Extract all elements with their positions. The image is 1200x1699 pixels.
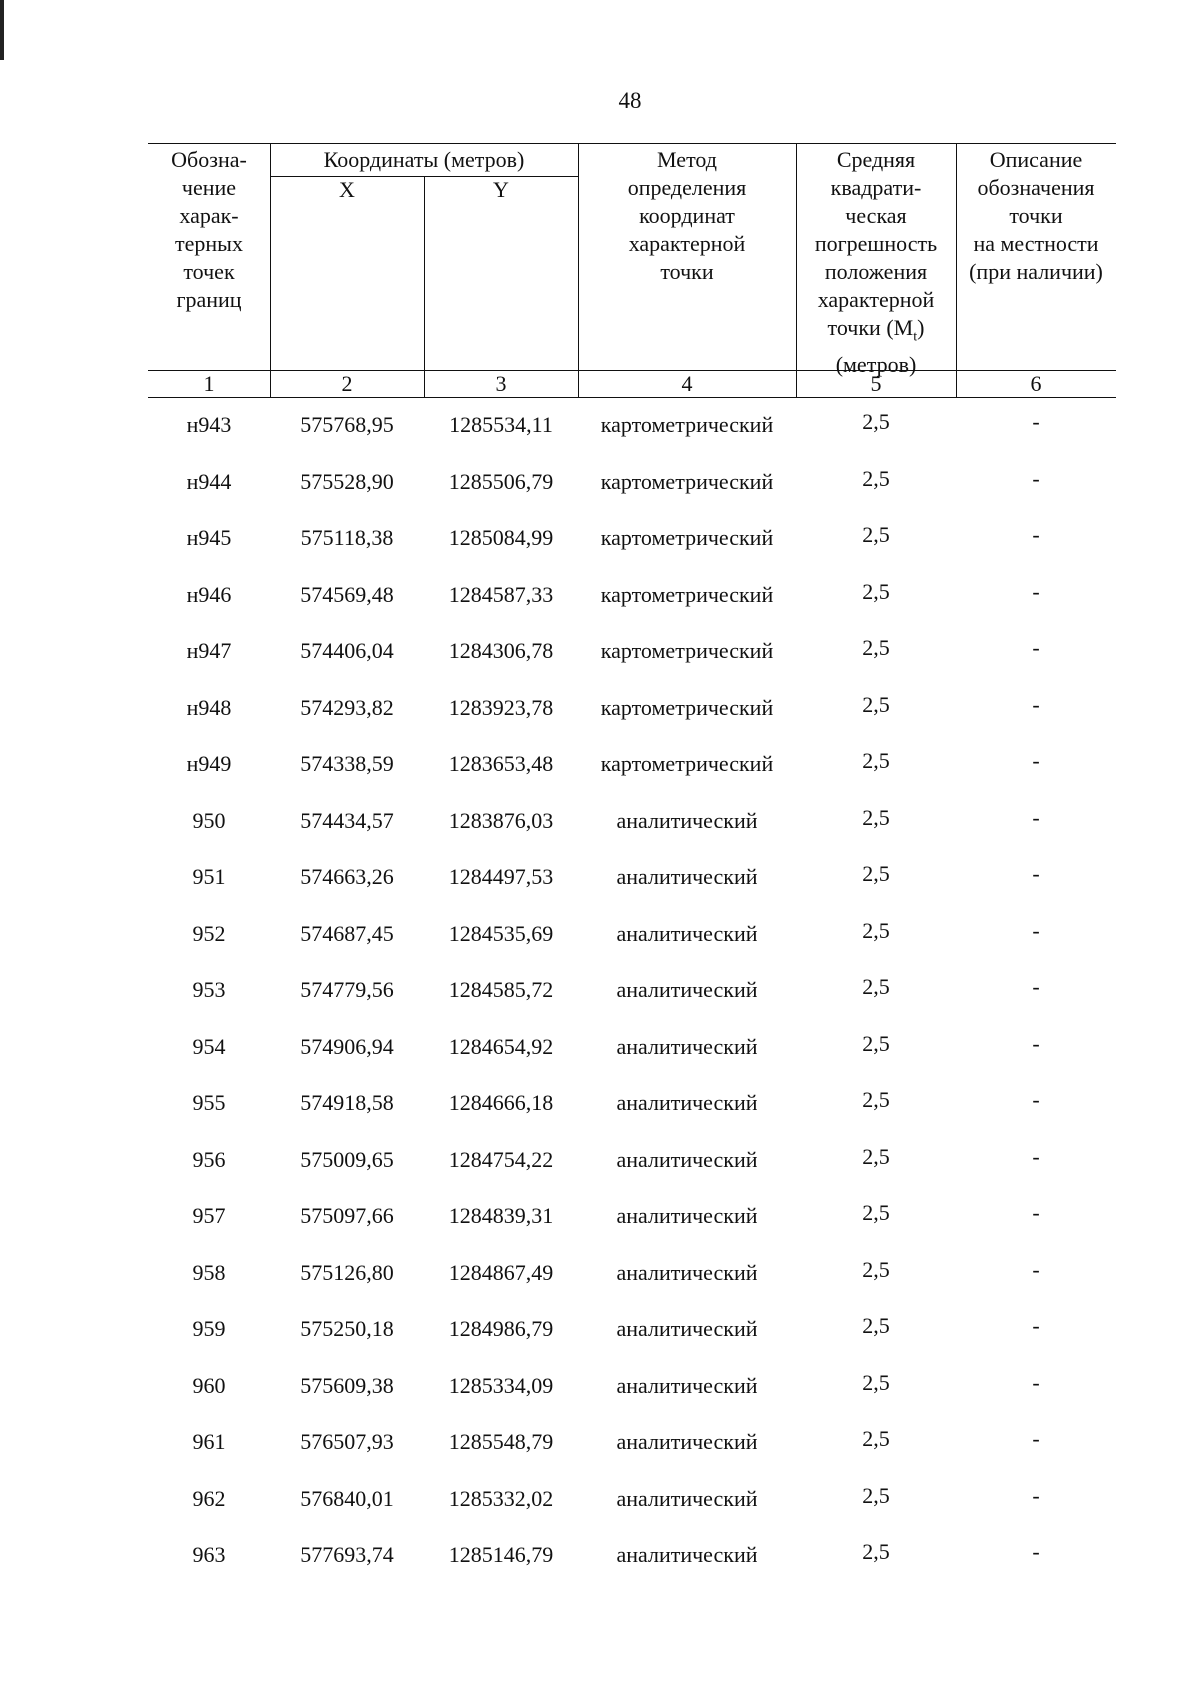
cell-mean-error: 2,5	[862, 1087, 890, 1112]
col-number-3: 3	[495, 371, 507, 396]
cell-point-id: 952	[192, 920, 226, 946]
cell-method: аналитический	[616, 1429, 758, 1454]
table-row	[148, 409, 1116, 469]
cell-coord-y: 1285084,99	[448, 525, 554, 550]
cell-mean-error: 2,5	[862, 804, 890, 830]
cell-description: -	[1032, 748, 1040, 773]
cell-coord-x: 574918,58	[300, 1090, 394, 1115]
cell-coord-x: 576507,93	[300, 1429, 394, 1454]
cell-description: -	[1032, 804, 1040, 830]
table-header	[148, 143, 1116, 398]
cell-mean-error: 2,5	[862, 691, 890, 717]
cell-method: картометрический	[600, 412, 774, 437]
cell-description: -	[1032, 1143, 1040, 1169]
header-text: (метров)	[835, 352, 917, 378]
table-row	[148, 691, 1116, 752]
table-row	[148, 917, 1116, 978]
header-subscript: t	[913, 329, 918, 345]
cell-point-id: н945	[186, 525, 232, 550]
cell-coord-y: 1283923,78	[448, 694, 554, 720]
col-number-5: 5	[870, 371, 882, 396]
cell-method: картометрический	[600, 525, 774, 550]
numbers-bottom-rule	[148, 397, 1116, 398]
header-text: (при наличии)	[969, 259, 1103, 284]
cell-coord-x: 575009,65	[300, 1146, 394, 1172]
col-divider-2	[424, 176, 425, 397]
col-number-1: 1	[203, 371, 215, 396]
cell-mean-error: 2,5	[862, 748, 890, 773]
table-row	[148, 804, 1116, 865]
cell-method: аналитический	[616, 1033, 758, 1059]
cell-mean-error: 2,5	[862, 861, 890, 886]
cell-coord-x: 575250,18	[300, 1316, 394, 1341]
header-text: характерной	[817, 287, 935, 312]
cell-mean-error: 2,5	[862, 1426, 890, 1451]
cell-description: -	[1032, 1539, 1040, 1564]
header-text: квадрати-	[830, 175, 922, 200]
cell-method: аналитический	[616, 1316, 758, 1341]
cell-coord-x: 574779,56	[300, 977, 394, 1002]
cell-point-id: 963	[192, 1542, 226, 1567]
header-text-mt	[796, 314, 956, 351]
cell-coord-y: 1284585,72	[448, 977, 554, 1002]
table-row	[148, 1482, 1116, 1543]
header-text: терных	[175, 231, 243, 256]
cell-description: -	[1032, 1482, 1040, 1508]
cell-method: картометрический	[600, 694, 774, 720]
header-mean-error	[796, 146, 956, 379]
cell-method: аналитический	[616, 1146, 758, 1172]
cell-coord-y: 1284867,49	[448, 1259, 554, 1285]
cell-description: -	[1032, 1030, 1040, 1056]
cell-mean-error: 2,5	[862, 1539, 890, 1564]
cell-description: -	[1032, 578, 1040, 604]
header-text: границ	[176, 287, 242, 312]
cell-coord-y: 1284306,78	[448, 638, 554, 663]
header-text: ческая	[845, 203, 907, 228]
cell-coord-y: 1285548,79	[448, 1429, 554, 1454]
table-row	[148, 635, 1116, 695]
cell-description: -	[1032, 1200, 1040, 1225]
table-row	[148, 1539, 1116, 1599]
cell-coord-y: 1285146,79	[448, 1542, 554, 1567]
cell-coord-x: 574906,94	[300, 1033, 394, 1059]
cell-mean-error: 2,5	[862, 635, 890, 660]
cell-description: -	[1032, 1369, 1040, 1395]
cell-mean-error: 2,5	[862, 974, 890, 999]
page-edge-line	[0, 0, 4, 60]
cell-point-id: 954	[192, 1033, 226, 1059]
cell-method: аналитический	[616, 1485, 758, 1511]
table-body	[148, 409, 1116, 1599]
cell-point-id: 950	[192, 807, 226, 833]
cell-coord-x: 575118,38	[300, 525, 394, 550]
header-point-designation	[148, 146, 270, 314]
cell-coord-x: 575126,80	[300, 1259, 394, 1285]
cell-coord-y: 1285334,09	[448, 1372, 554, 1398]
cell-method: аналитический	[616, 1542, 758, 1567]
cell-method: картометрический	[600, 751, 774, 776]
cell-coord-y: 1284535,69	[448, 920, 554, 946]
cell-method: аналитический	[616, 1259, 758, 1285]
header-text: )	[917, 315, 925, 340]
table-row	[148, 974, 1116, 1034]
header-text: на местности	[973, 231, 1099, 256]
cell-method: аналитический	[616, 920, 758, 946]
cell-coord-x: 574338,59	[300, 751, 394, 776]
header-text: точек	[183, 259, 235, 284]
cell-mean-error: 2,5	[862, 1200, 890, 1225]
cell-point-id: 960	[192, 1372, 226, 1398]
cell-point-id: 961	[192, 1429, 226, 1454]
cell-coord-y: 1284754,22	[448, 1146, 554, 1172]
cell-method: аналитический	[616, 1203, 758, 1228]
cell-coord-y: 1283653,48	[448, 751, 554, 776]
cell-coord-x: 574663,26	[300, 864, 394, 889]
table-row	[148, 1030, 1116, 1091]
header-coordinates: Координаты (метров)	[323, 147, 525, 172]
cell-coord-y: 1284666,18	[448, 1090, 554, 1115]
cell-description: -	[1032, 1313, 1040, 1338]
cell-mean-error: 2,5	[862, 1313, 890, 1338]
header-text: обозначения	[977, 175, 1095, 200]
cell-mean-error: 2,5	[862, 1369, 890, 1395]
cell-point-id: 951	[192, 864, 226, 889]
header-text: харак-	[179, 203, 239, 228]
cell-method: картометрический	[600, 638, 774, 663]
cell-mean-error: 2,5	[862, 1256, 890, 1282]
cell-description: -	[1032, 861, 1040, 886]
cell-coord-x: 574569,48	[300, 581, 394, 607]
cell-mean-error: 2,5	[862, 1030, 890, 1056]
cell-point-id: н946	[186, 581, 232, 607]
cell-coord-y: 1284839,31	[448, 1203, 554, 1228]
table-row	[148, 578, 1116, 639]
cell-point-id: н948	[186, 694, 232, 720]
table-row	[148, 861, 1116, 921]
cell-mean-error: 2,5	[862, 409, 890, 434]
cell-coord-x: 575609,38	[300, 1372, 394, 1398]
cell-point-id: н943	[186, 412, 232, 437]
cell-coord-x: 576840,01	[300, 1485, 394, 1511]
header-text: Средняя	[836, 147, 916, 172]
cell-point-id: 959	[192, 1316, 226, 1341]
cell-coord-x: 574406,04	[300, 638, 394, 663]
header-text: Метод	[657, 147, 717, 172]
cell-coord-x: 574687,45	[300, 920, 394, 946]
cell-description: -	[1032, 974, 1040, 999]
cell-coord-x: 574434,57	[300, 807, 394, 833]
header-top-rule	[148, 143, 1116, 144]
header-y: Y	[493, 177, 509, 202]
cell-point-id: 955	[192, 1090, 226, 1115]
table-row	[148, 522, 1116, 582]
cell-description: -	[1032, 917, 1040, 943]
cell-description: -	[1032, 1426, 1040, 1451]
cell-point-id: 958	[192, 1259, 226, 1285]
header-text: положения	[824, 259, 928, 284]
table-row	[148, 1256, 1116, 1317]
header-x: X	[339, 177, 355, 202]
cell-coord-y: 1285332,02	[448, 1485, 554, 1511]
cell-mean-error: 2,5	[862, 465, 890, 491]
cell-description: -	[1032, 1087, 1040, 1112]
cell-point-id: н947	[186, 638, 232, 663]
table-row	[148, 1313, 1116, 1373]
header-description	[956, 146, 1116, 286]
table-row	[148, 1087, 1116, 1147]
header-text: Обозна-	[171, 147, 247, 172]
cell-method: картометрический	[600, 468, 774, 494]
cell-description: -	[1032, 522, 1040, 547]
cell-point-id: н949	[186, 751, 232, 776]
cell-method: аналитический	[616, 1090, 758, 1115]
cell-coord-y: 1285506,79	[448, 468, 554, 494]
table-row	[148, 748, 1116, 808]
cell-method: аналитический	[616, 977, 758, 1002]
header-text: чение	[181, 175, 237, 200]
cell-description: -	[1032, 1256, 1040, 1282]
header-text: Описание	[989, 147, 1083, 172]
col-number-4: 4	[681, 371, 693, 396]
cell-description: -	[1032, 465, 1040, 491]
cell-description: -	[1032, 691, 1040, 717]
cell-coord-y: 1283876,03	[448, 807, 554, 833]
cell-coord-y: 1285534,11	[449, 412, 553, 437]
cell-coord-x: 574293,82	[300, 694, 394, 720]
cell-point-id: 957	[192, 1203, 226, 1228]
cell-method: аналитический	[616, 1372, 758, 1398]
cell-description: -	[1032, 635, 1040, 660]
col-number-2: 2	[341, 371, 353, 396]
header-text: определения	[627, 175, 747, 200]
cell-mean-error: 2,5	[862, 522, 890, 547]
cell-mean-error: 2,5	[862, 578, 890, 604]
cell-coord-x: 575528,90	[300, 468, 394, 494]
cell-coord-x: 575097,66	[300, 1203, 394, 1228]
header-text: точки	[1009, 203, 1063, 228]
cell-coord-y: 1284497,53	[448, 864, 554, 889]
table-row	[148, 1369, 1116, 1430]
header-text: координат	[639, 203, 735, 228]
cell-point-id: 953	[192, 977, 226, 1002]
cell-point-id: н944	[186, 468, 232, 494]
cell-coord-x: 575768,95	[300, 412, 394, 437]
cell-coord-y: 1284986,79	[448, 1316, 554, 1341]
cell-method: аналитический	[616, 864, 758, 889]
cell-mean-error: 2,5	[862, 1143, 890, 1169]
header-text: точки	[660, 259, 714, 284]
cell-method: картометрический	[600, 581, 774, 607]
table-row	[148, 465, 1116, 526]
cell-method: аналитический	[616, 807, 758, 833]
cell-coord-y: 1284654,92	[448, 1033, 554, 1059]
col-number-6: 6	[1030, 371, 1042, 396]
cell-mean-error: 2,5	[862, 1482, 890, 1508]
cell-point-id: 962	[192, 1485, 226, 1511]
header-text: характерной	[628, 231, 746, 256]
page-number: 48	[618, 88, 642, 113]
header-text: точки (M	[827, 315, 914, 340]
cell-description: -	[1032, 409, 1040, 434]
cell-point-id: 956	[192, 1146, 226, 1172]
cell-coord-y: 1284587,33	[448, 581, 554, 607]
cell-coord-x: 577693,74	[300, 1542, 394, 1567]
header-method	[578, 146, 796, 286]
table-row	[148, 1200, 1116, 1260]
table-row	[148, 1143, 1116, 1204]
table-row	[148, 1426, 1116, 1486]
cell-mean-error: 2,5	[862, 917, 890, 943]
header-text: погрешность	[814, 231, 938, 256]
